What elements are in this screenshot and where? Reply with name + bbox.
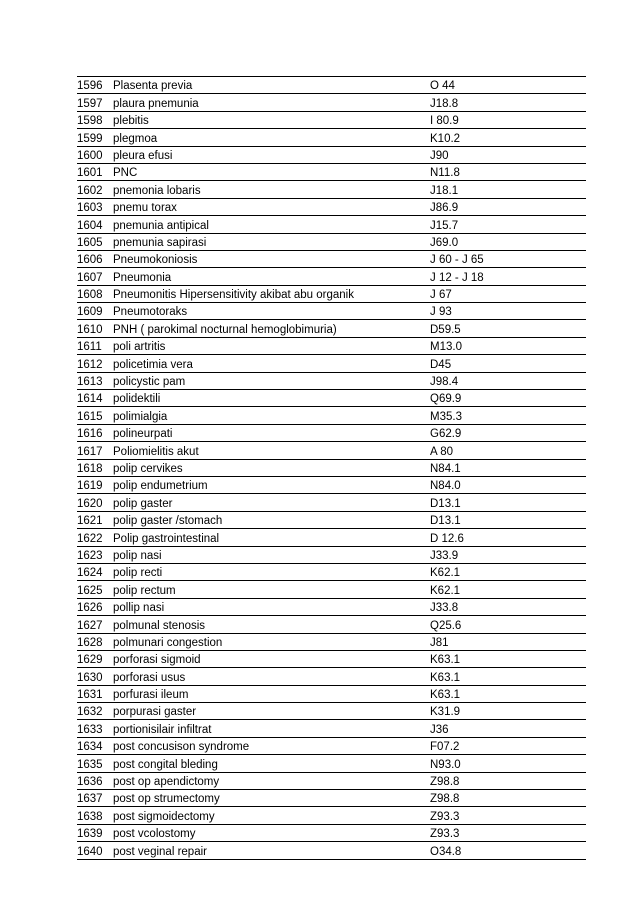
icd-code: Q69.9	[430, 390, 586, 407]
diagnosis-name: post vcolostomy	[113, 824, 430, 841]
table-row	[77, 616, 586, 633]
icd-code: J33.8	[430, 598, 586, 615]
diagnosis-name: policystic pam	[113, 372, 430, 389]
table-row	[77, 581, 586, 598]
diagnosis-name: post op apendictomy	[113, 772, 430, 789]
row-number: 1599	[77, 129, 113, 146]
icd-code: D 12.6	[430, 529, 586, 546]
diagnosis-name: polip gaster	[113, 494, 430, 511]
row-number: 1634	[77, 737, 113, 754]
table-row	[77, 233, 586, 250]
row-number: 1608	[77, 285, 113, 302]
row-number: 1607	[77, 268, 113, 285]
table-row	[77, 129, 586, 146]
icd-code: K10.2	[430, 129, 586, 146]
row-number: 1620	[77, 494, 113, 511]
diagnosis-name: polip gaster /stomach	[113, 511, 430, 528]
icd-code: J 12 - J 18	[430, 268, 586, 285]
row-number: 1624	[77, 563, 113, 580]
table-row	[77, 337, 586, 354]
row-number: 1630	[77, 668, 113, 685]
row-number: 1626	[77, 598, 113, 615]
diagnosis-name: Pneumotoraks	[113, 303, 430, 320]
icd-code: F07.2	[430, 737, 586, 754]
icd-code: M13.0	[430, 337, 586, 354]
diagnosis-name: policetimia vera	[113, 355, 430, 372]
row-number: 1605	[77, 233, 113, 250]
icd-code: G62.9	[430, 424, 586, 441]
row-number: 1638	[77, 807, 113, 824]
diagnosis-name: pleura efusi	[113, 146, 430, 163]
icd-code: D13.1	[430, 511, 586, 528]
row-number: 1637	[77, 790, 113, 807]
row-number: 1622	[77, 529, 113, 546]
diagnosis-name: Pneumonia	[113, 268, 430, 285]
table-row	[77, 390, 586, 407]
table-row	[77, 442, 586, 459]
table-row	[77, 303, 586, 320]
row-number: 1629	[77, 650, 113, 667]
table-row	[77, 790, 586, 807]
diagnosis-name: pnemunia antipical	[113, 216, 430, 233]
icd-code: J18.1	[430, 181, 586, 198]
row-number: 1635	[77, 755, 113, 772]
row-number: 1632	[77, 703, 113, 720]
table-row	[77, 163, 586, 180]
icd-code: J 93	[430, 303, 586, 320]
icd-code: N84.0	[430, 476, 586, 493]
row-number: 1616	[77, 424, 113, 441]
table-row	[77, 268, 586, 285]
table-row	[77, 511, 586, 528]
diagnosis-name: Polip gastrointestinal	[113, 529, 430, 546]
table-row	[77, 355, 586, 372]
diagnosis-name: polidektili	[113, 390, 430, 407]
icd-code: J33.9	[430, 546, 586, 563]
row-number: 1601	[77, 163, 113, 180]
diagnosis-name: porforasi usus	[113, 668, 430, 685]
table-row	[77, 459, 586, 476]
icd-code: J18.8	[430, 94, 586, 111]
row-number: 1596	[77, 77, 113, 94]
icd-code: K63.1	[430, 685, 586, 702]
row-number: 1636	[77, 772, 113, 789]
icd-code: O34.8	[430, 842, 586, 859]
table-row	[77, 216, 586, 233]
table-body	[77, 77, 586, 860]
diagnosis-name: Poliomielitis akut	[113, 442, 430, 459]
icd-code: J69.0	[430, 233, 586, 250]
table-row	[77, 842, 586, 859]
icd-code: N11.8	[430, 163, 586, 180]
diagnosis-name: porpurasi gaster	[113, 703, 430, 720]
icd-code: J 60 - J 65	[430, 250, 586, 267]
table-row	[77, 563, 586, 580]
table-row	[77, 198, 586, 215]
diagnosis-name: post veginal repair	[113, 842, 430, 859]
icd-code: J 67	[430, 285, 586, 302]
icd-code: Z93.3	[430, 807, 586, 824]
diagnosis-name: polip cervikes	[113, 459, 430, 476]
diagnosis-name: PNH ( parokimal nocturnal hemoglobimuria)	[113, 320, 430, 337]
table-row	[77, 703, 586, 720]
table-row	[77, 494, 586, 511]
icd-code: Z98.8	[430, 772, 586, 789]
row-number: 1621	[77, 511, 113, 528]
table-row	[77, 807, 586, 824]
row-number: 1600	[77, 146, 113, 163]
diagnosis-name: porfurasi ileum	[113, 685, 430, 702]
diagnosis-name: post congital bleding	[113, 755, 430, 772]
table-row	[77, 407, 586, 424]
icd-code: Z98.8	[430, 790, 586, 807]
diagnosis-name: portionisilair infiltrat	[113, 720, 430, 737]
diagnosis-name: Pneumokoniosis	[113, 250, 430, 267]
row-number: 1606	[77, 250, 113, 267]
icd-code: K62.1	[430, 563, 586, 580]
table-row	[77, 720, 586, 737]
row-number: 1639	[77, 824, 113, 841]
diagnosis-name: plebitis	[113, 111, 430, 128]
icd-code: N93.0	[430, 755, 586, 772]
diagnosis-name: plaura pnemunia	[113, 94, 430, 111]
diagnosis-name: polip nasi	[113, 546, 430, 563]
row-number: 1633	[77, 720, 113, 737]
icd-code: K62.1	[430, 581, 586, 598]
row-number: 1602	[77, 181, 113, 198]
table-row	[77, 824, 586, 841]
diagnosis-name: polip rectum	[113, 581, 430, 598]
icd-code: D45	[430, 355, 586, 372]
icd-code: D59.5	[430, 320, 586, 337]
diagnosis-name: poli artritis	[113, 337, 430, 354]
icd-code: D13.1	[430, 494, 586, 511]
icd-code: Q25.6	[430, 616, 586, 633]
icd-code: A 80	[430, 442, 586, 459]
diagnosis-name: polmunal stenosis	[113, 616, 430, 633]
table-row	[77, 476, 586, 493]
row-number: 1614	[77, 390, 113, 407]
table-row	[77, 424, 586, 441]
row-number: 1613	[77, 372, 113, 389]
row-number: 1603	[77, 198, 113, 215]
diagnosis-name: polimialgia	[113, 407, 430, 424]
table-row	[77, 94, 586, 111]
table-row	[77, 146, 586, 163]
table-row	[77, 181, 586, 198]
table-row	[77, 320, 586, 337]
diagnosis-name: pollip nasi	[113, 598, 430, 615]
diagnosis-name: polineurpati	[113, 424, 430, 441]
icd-code: K31.9	[430, 703, 586, 720]
row-number: 1612	[77, 355, 113, 372]
diagnosis-code-table	[77, 76, 586, 860]
table-row	[77, 633, 586, 650]
table-row	[77, 77, 586, 94]
icd-code: J81	[430, 633, 586, 650]
row-number: 1619	[77, 476, 113, 493]
icd-code: O 44	[430, 77, 586, 94]
row-number: 1604	[77, 216, 113, 233]
row-number: 1597	[77, 94, 113, 111]
row-number: 1625	[77, 581, 113, 598]
table-row	[77, 598, 586, 615]
diagnosis-name: Plasenta previa	[113, 77, 430, 94]
table-row	[77, 737, 586, 754]
row-number: 1611	[77, 337, 113, 354]
table-row	[77, 546, 586, 563]
table-row	[77, 755, 586, 772]
row-number: 1631	[77, 685, 113, 702]
icd-code: K63.1	[430, 668, 586, 685]
icd-code: N84.1	[430, 459, 586, 476]
diagnosis-name: polip recti	[113, 563, 430, 580]
table-row	[77, 668, 586, 685]
row-number: 1618	[77, 459, 113, 476]
table-row	[77, 685, 586, 702]
diagnosis-name: post concusison syndrome	[113, 737, 430, 754]
table-row	[77, 285, 586, 302]
diagnosis-name: post op strumectomy	[113, 790, 430, 807]
diagnosis-name: pnemonia lobaris	[113, 181, 430, 198]
icd-code: J36	[430, 720, 586, 737]
icd-code: J86.9	[430, 198, 586, 215]
table-row	[77, 111, 586, 128]
icd-code: J15.7	[430, 216, 586, 233]
diagnosis-name: PNC	[113, 163, 430, 180]
row-number: 1610	[77, 320, 113, 337]
row-number: 1617	[77, 442, 113, 459]
table-row	[77, 250, 586, 267]
diagnosis-name: post sigmoidectomy	[113, 807, 430, 824]
row-number: 1627	[77, 616, 113, 633]
table-row	[77, 772, 586, 789]
icd-code: I 80.9	[430, 111, 586, 128]
icd-code: K63.1	[430, 650, 586, 667]
table-row	[77, 372, 586, 389]
diagnosis-name: plegmoa	[113, 129, 430, 146]
diagnosis-name: pnemunia sapirasi	[113, 233, 430, 250]
diagnosis-name: polmunari congestion	[113, 633, 430, 650]
icd-code: J90	[430, 146, 586, 163]
diagnosis-name: Pneumonitis Hipersensitivity akibat abu organik	[113, 285, 430, 302]
table-row	[77, 529, 586, 546]
row-number: 1609	[77, 303, 113, 320]
icd-code: Z93.3	[430, 824, 586, 841]
diagnosis-name: porforasi sigmoid	[113, 650, 430, 667]
diagnosis-name: pnemu torax	[113, 198, 430, 215]
icd-code: M35.3	[430, 407, 586, 424]
row-number: 1615	[77, 407, 113, 424]
row-number: 1598	[77, 111, 113, 128]
row-number: 1640	[77, 842, 113, 859]
diagnosis-name: polip endumetrium	[113, 476, 430, 493]
row-number: 1628	[77, 633, 113, 650]
icd-code: J98.4	[430, 372, 586, 389]
table-row	[77, 650, 586, 667]
row-number: 1623	[77, 546, 113, 563]
